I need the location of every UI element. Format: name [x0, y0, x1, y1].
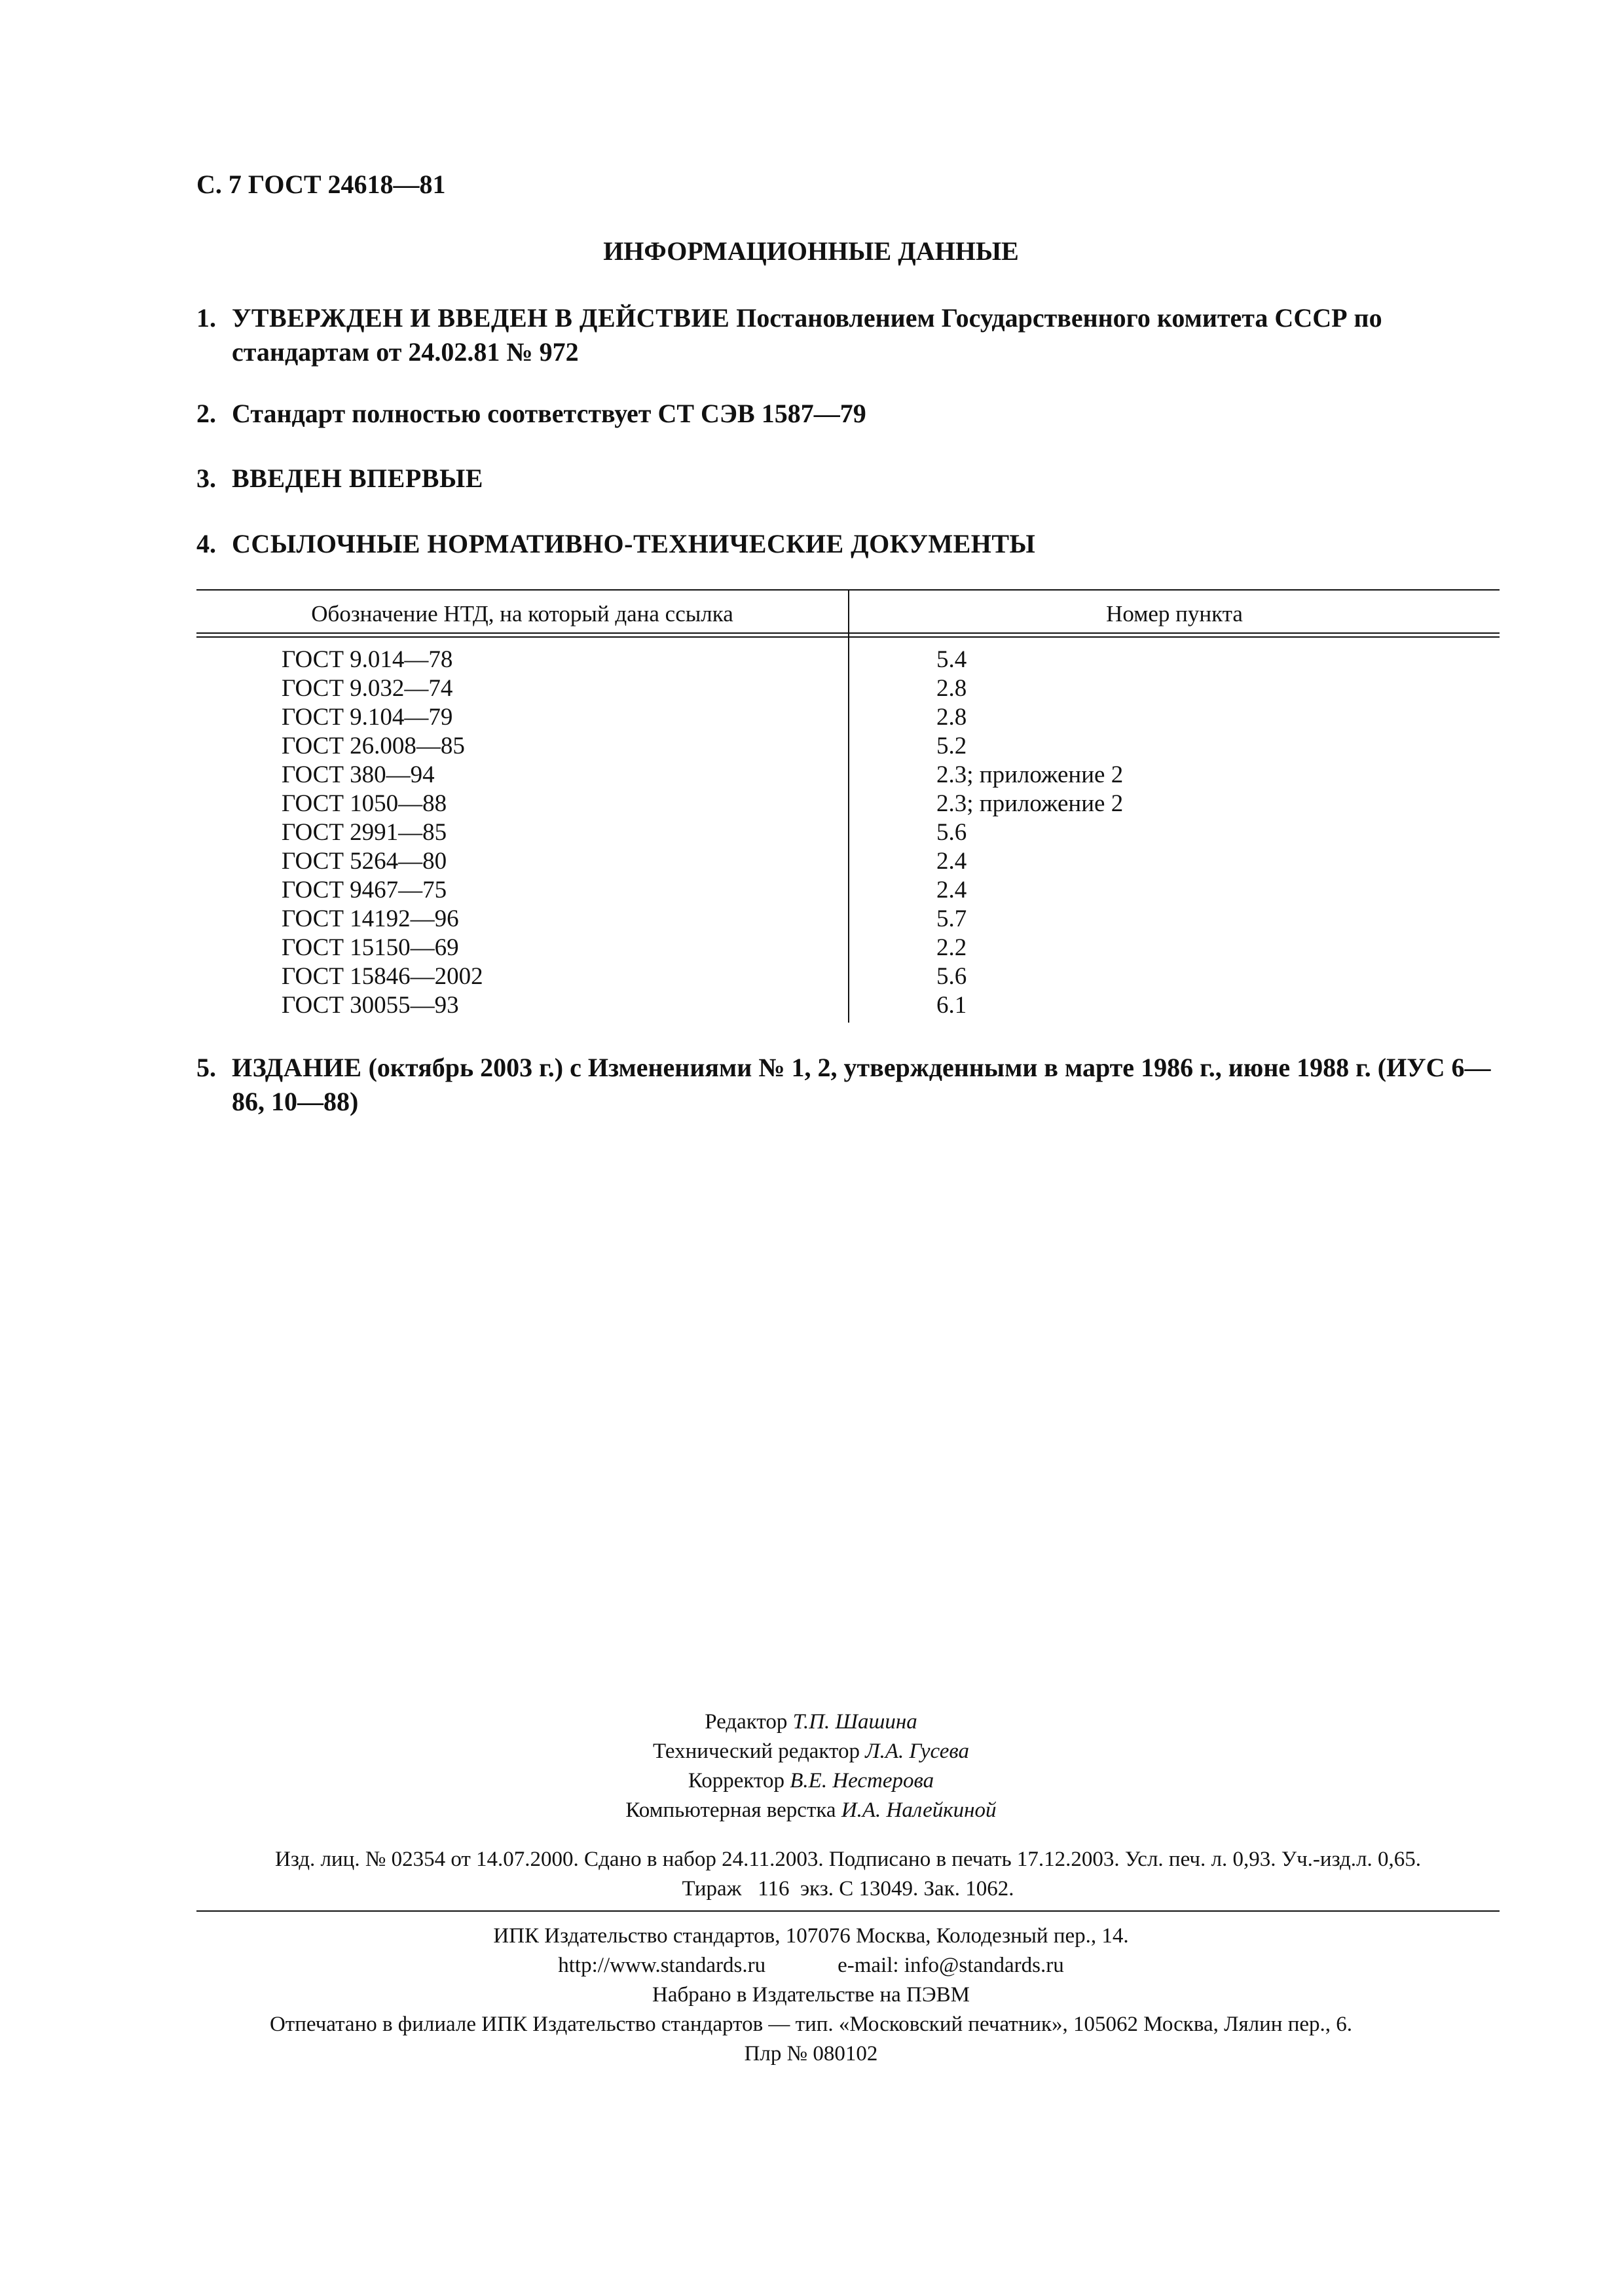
table-cell-designation: ГОСТ 380—94 — [282, 761, 435, 788]
footer-typeset: Набрано в Издательстве на ПЭВМ — [652, 1983, 970, 2007]
credits-block — [0, 1707, 1622, 1825]
item-label: ИЗДАНИЕ — [232, 1053, 362, 1082]
table-cell-clause: 5.4 — [936, 646, 967, 673]
table-cell-clause: 5.7 — [936, 905, 967, 932]
credit-tech-editor: Технический редактор Л.А. Гусева — [653, 1740, 969, 1763]
table-cell-designation: ГОСТ 1050—88 — [282, 790, 447, 817]
footer-rule — [196, 1910, 1500, 1912]
publication-line-1: Изд. лиц. № 02354 от 14.07.2000. Сдано в набор 24.11.2003. Подписано в печать 17.12.2003. Усл. печ. л. 0,93. Уч.-изд.л. 0,65. — [274, 1848, 1422, 1871]
item-number: 5. — [196, 1053, 216, 1082]
item-number: 4. — [196, 529, 216, 558]
table-cell-clause: 2.3; приложение 2 — [936, 761, 1124, 788]
table-cell-clause: 2.8 — [936, 704, 967, 731]
table-cell-clause: 2.8 — [936, 675, 967, 702]
footer-printed: Отпечатано в филиале ИПК Издательство стандартов — тип. «Московский печатник», 105062 Москва, Лялин пер., 6. — [269, 2013, 1353, 2036]
table-cell-clause: 2.2 — [936, 934, 967, 961]
item-text: (октябрь 2003 г.) с Изменениями № 1, 2, утвержденными в марте 1986 г., июне 1988 г. (ИУС 6—86, 10—88) — [232, 1053, 1491, 1116]
table-cell-designation: ГОСТ 15150—69 — [282, 934, 459, 961]
credit-proofreader: Корректор В.Е. Нестерова — [688, 1769, 934, 1793]
item-number: 3. — [196, 464, 216, 493]
footer-license: Плр № 080102 — [744, 2042, 878, 2066]
table-cell-designation: ГОСТ 9.104—79 — [282, 704, 453, 731]
info-item-4 — [196, 527, 1500, 564]
item-text: Стандарт полностью соответствует СТ СЭВ 1587—79 — [232, 399, 866, 428]
footer-address: ИПК Издательство стандартов, 107076 Москва, Колодезный пер., 14. — [493, 1924, 1129, 1948]
footer-email: e-mail: info@standards.ru — [838, 1954, 1064, 1977]
table-cell-designation: ГОСТ 9.014—78 — [282, 646, 453, 673]
table-cell-clause: 2.4 — [936, 848, 967, 875]
publisher-footer — [0, 1922, 1622, 2069]
table-cell-designation: ГОСТ 14192—96 — [282, 905, 459, 932]
publication-line-2: Тираж 116 экз. С 13049. Зак. 1062. — [682, 1877, 1014, 1901]
page-header: С. 7 ГОСТ 24618—81 — [196, 170, 446, 199]
table-cell-designation: ГОСТ 2991—85 — [282, 819, 447, 846]
info-item-3 — [196, 462, 1500, 498]
table-cell-clause: 2.3; приложение 2 — [936, 790, 1124, 817]
footer-contacts — [0, 1951, 1622, 1980]
table-cell-designation: ГОСТ 30055—93 — [282, 992, 459, 1019]
table-cell-designation: ГОСТ 5264—80 — [282, 848, 447, 875]
publication-info — [196, 1845, 1500, 1904]
info-item-2 — [196, 397, 1500, 433]
table-cell-designation: ГОСТ 9467—75 — [282, 877, 447, 903]
table-cell-clause: 5.6 — [936, 963, 967, 990]
credit-editor: Редактор Т.П. Шашина — [705, 1710, 917, 1734]
item-label: ССЫЛОЧНЫЕ НОРМАТИВНО-ТЕХНИЧЕСКИЕ ДОКУМЕНТЫ — [232, 529, 1036, 558]
section-title: ИНФОРМАЦИОННЫЕ ДАННЫЕ — [603, 236, 1019, 266]
table-header-clause: Номер пункта — [1106, 601, 1243, 627]
credit-layout: Компьютерная верстка И.А. Налейкиной — [625, 1798, 997, 1822]
item-text: Постановлением Государственного комитета СССР по стандартам от 24.02.81 № 972 — [232, 303, 1382, 367]
table-cell-designation: ГОСТ 15846—2002 — [282, 963, 483, 990]
table-cell-clause: 6.1 — [936, 992, 967, 1019]
table-cell-clause: 5.6 — [936, 819, 967, 846]
table-cell-clause: 2.4 — [936, 877, 967, 903]
table-cell-designation: ГОСТ 26.008—85 — [282, 733, 465, 759]
item-number: 1. — [196, 303, 216, 333]
item-label: УТВЕРЖДЕН И ВВЕДЕН В ДЕЙСТВИЕ — [232, 303, 730, 333]
footer-website: http://www.standards.ru — [558, 1954, 766, 1977]
table-cell-clause: 5.2 — [936, 733, 967, 759]
info-item-1 — [196, 301, 1500, 373]
table-header-designation: Обозначение НТД, на который дана ссылка — [311, 601, 733, 627]
table-cell-designation: ГОСТ 9.032—74 — [282, 675, 453, 702]
table-column-divider — [848, 591, 849, 1023]
info-item-5 — [196, 1051, 1500, 1123]
item-label: ВВЕДЕН ВПЕРВЫЕ — [232, 464, 483, 493]
item-number: 2. — [196, 399, 216, 428]
